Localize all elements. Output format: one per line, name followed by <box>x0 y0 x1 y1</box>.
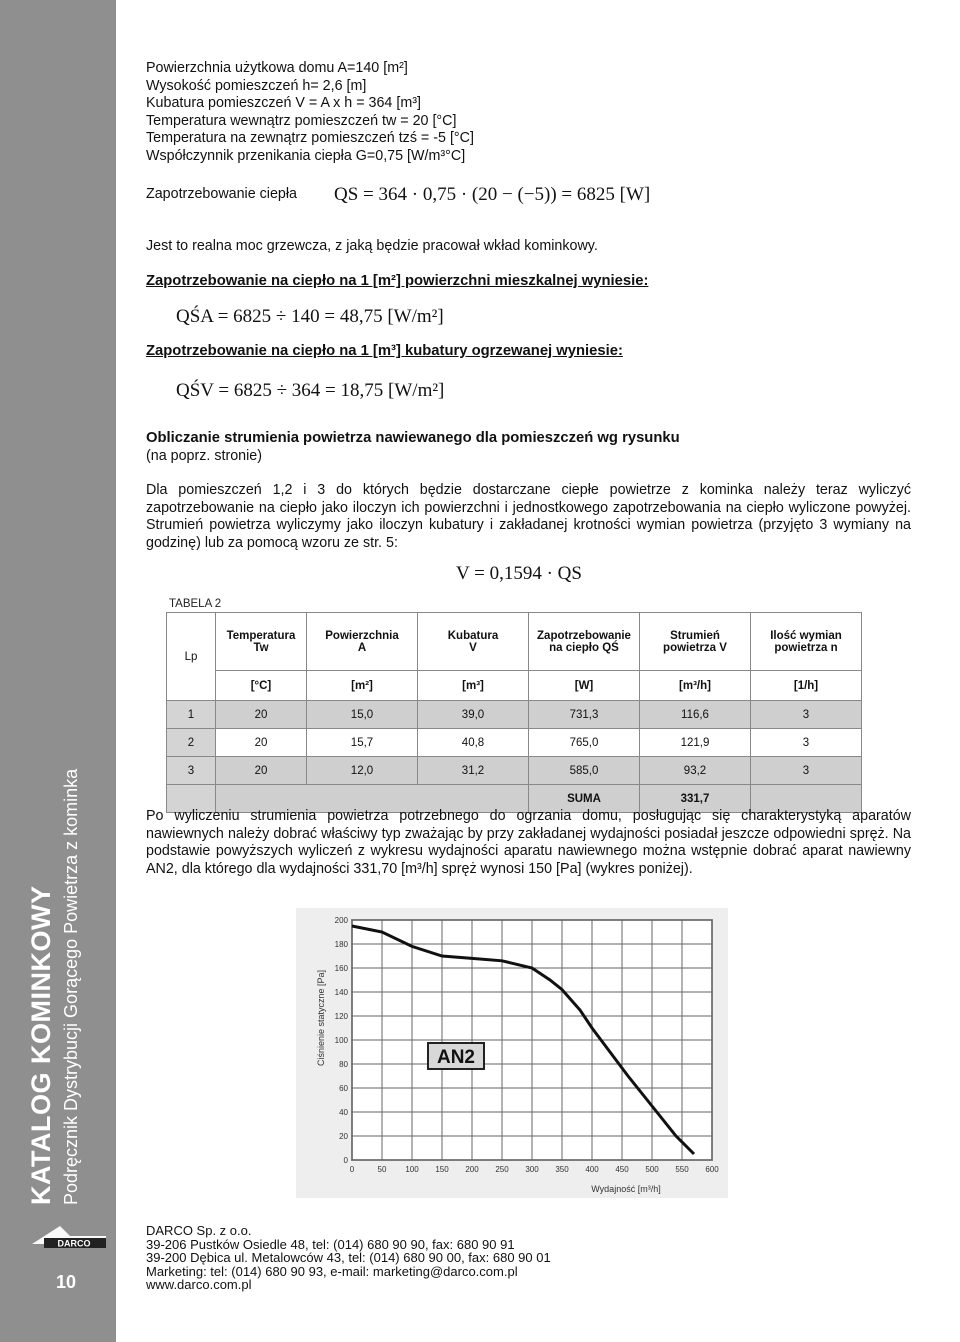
svg-text:DARCO: DARCO <box>57 1238 91 1249</box>
x-tick-label: 600 <box>705 1165 719 1174</box>
x-tick-label: 250 <box>495 1165 509 1174</box>
area-formula: QŚA = 6825 ÷ 140 = 48,75 [W/m²] <box>176 306 444 327</box>
conclusion-paragraph: Po wyliczeniu strumienia powietrza potrzebnego do ogrzania domu, posługując się charakterystyką aparatów nawiewnych należy dobrać właściwy typ zważając by przy zakładanej wydajności posiadał jeszcze odpowiedni spręż. Na podstawie powyższych wyliczeń z wykresu wydajności aparatu nawiewnego można wstępnie dobrać aparat nawiewny AN2, dla którego dla wydajności 331,70 [m³/h] spręż wynosi 150 [Pa] (wykres poniżej). <box>146 808 911 877</box>
footer-marketing: Marketing: tel: (014) 680 90 93, e-mail: marketing@darco.com.pl <box>146 1263 518 1279</box>
header-air-exchanges: Ilość wymian powietrza n <box>751 613 862 671</box>
volume-heading: Zapotrzebowanie na ciepło na 1 [m³] kubatury ogrzewanej wyniesie: <box>146 343 623 359</box>
footer-company: DARCO Sp. z o.o. <box>146 1223 252 1238</box>
x-tick-label: 150 <box>435 1165 449 1174</box>
cell: 40,8 <box>418 729 529 757</box>
footer <box>146 1224 551 1292</box>
darco-logo <box>30 1222 108 1252</box>
header-airflow: Strumień powietrza V <box>640 613 751 671</box>
cell: 3 <box>751 701 862 729</box>
unit-area: [m²] <box>307 671 418 701</box>
x-tick-label: 550 <box>675 1165 689 1174</box>
cell: 15,7 <box>307 729 418 757</box>
y-tick-label: 120 <box>334 1012 348 1021</box>
header-heat-demand: Zapotrzebowanie na ciepło QŚ <box>529 613 640 671</box>
y-tick-label: 80 <box>339 1060 348 1069</box>
cell: 3 <box>751 729 862 757</box>
y-tick-label: 200 <box>334 916 348 925</box>
footer-address-1: 39-206 Pustków Osiedle 48, tel: (014) 680 90 90, fax: 680 90 91 <box>146 1236 515 1252</box>
cell: 39,0 <box>418 701 529 729</box>
performance-chart <box>296 908 728 1198</box>
footer-address-2: 39-200 Dębica ul. Metalowców 43, tel: (014) 680 90 00, fax: 680 90 01 <box>146 1250 551 1265</box>
table-caption: TABELA 2 <box>169 598 222 610</box>
header-volume: Kubatura V <box>418 613 529 671</box>
heat-demand-label: Zapotrzebowanie ciepła <box>146 186 298 202</box>
heat-demand-formula: QS = 364 · 0,75 · (20 − (−5)) = 6825 [W] <box>334 184 651 205</box>
table-row <box>167 729 862 757</box>
header-temperature: Temperatura Tw <box>216 613 307 671</box>
area-heading: Zapotrzebowanie na ciepło na 1 [m²] powierzchni mieszkalnej wyniesie: <box>146 273 649 289</box>
heat-demand-note: Jest to realna moc grzewcza, z jaką będzie pracował wkład kominkowy. <box>146 238 598 254</box>
y-tick-label: 0 <box>343 1156 348 1165</box>
cell: 731,3 <box>529 701 640 729</box>
y-tick-label: 100 <box>334 1036 348 1045</box>
an2-badge <box>428 1043 484 1069</box>
header-lp: Lp <box>167 613 216 701</box>
x-tick-label: 300 <box>525 1165 539 1174</box>
x-tick-label: 100 <box>405 1165 419 1174</box>
y-tick-label: 20 <box>339 1132 348 1141</box>
x-tick-label: 0 <box>349 1165 355 1174</box>
table-row <box>167 757 862 785</box>
cell: 3 <box>751 757 862 785</box>
airflow-formula: V = 0,1594 · QS <box>456 563 582 584</box>
cell: 93,2 <box>640 757 751 785</box>
sum-value: 331,7 <box>640 785 751 813</box>
x-axis-label: Wydajność [m³/h] <box>591 1184 661 1194</box>
y-tick-label: 40 <box>339 1108 348 1117</box>
table-row <box>167 701 862 729</box>
y-tick-label: 60 <box>339 1084 348 1093</box>
x-tick-label: 50 <box>377 1165 387 1174</box>
unit-volume: [m³] <box>418 671 529 701</box>
cell: 3 <box>167 757 216 785</box>
airflow-subheading: (na poprz. stronie) <box>146 448 263 464</box>
x-tick-label: 450 <box>615 1165 629 1174</box>
cell: 2 <box>167 729 216 757</box>
y-axis-label: Ciśnienie statyczne [Pa] <box>316 969 326 1067</box>
svg-text:AN2: AN2 <box>436 1047 476 1068</box>
cell: 585,0 <box>529 757 640 785</box>
unit-temperature: [°C] <box>216 671 307 701</box>
cell: 20 <box>216 757 307 785</box>
intro-block <box>146 60 911 165</box>
volume-formula: QŚV = 6825 ÷ 364 = 18,75 [W/m²] <box>176 380 445 401</box>
intro-line-volume: Kubatura pomieszczeń V = A x h = 364 [m³] <box>146 95 421 111</box>
cell: 765,0 <box>529 729 640 757</box>
cell: 116,6 <box>640 701 751 729</box>
unit-heat: [W] <box>529 671 640 701</box>
sum-label: SUMA <box>529 785 640 813</box>
cell: 1 <box>167 701 216 729</box>
chart-svg <box>296 908 728 1198</box>
intro-line-coefficient: Współczynnik przenikania ciepła G=0,75 [W/m³°C] <box>146 147 466 164</box>
unit-exchanges: [1/h] <box>751 671 862 701</box>
x-tick-label: 200 <box>465 1165 479 1174</box>
x-tick-label: 350 <box>555 1165 569 1174</box>
data-table <box>166 612 862 813</box>
airflow-paragraph: Dla pomieszczeń 1,2 i 3 do których będzie dostarczane ciepłe powietrze z kominka należy teraz wyliczyć zapotrzebowanie na ciepło jako iloczyn ich powierzchni i jednostkowego zapotrzebowania na ciepło wyliczone powyżej. Strumień powietrza wyliczymy jako iloczyn kubatury i zakładanej krotności wymian powietrza (przyjęto 3 wymiany na godzinę) lub za pomocą wzoru ze str. 5: <box>146 482 911 551</box>
intro-line-height: Wysokość pomieszczeń h= 2,6 [m] <box>146 77 367 94</box>
x-tick-label: 500 <box>645 1165 659 1174</box>
y-tick-label: 160 <box>334 964 348 973</box>
cell: 31,2 <box>418 757 529 785</box>
catalog-subtitle: Podręcznik Dystrybucji Gorącego Powietrza z kominka <box>61 768 81 1205</box>
cell: 20 <box>216 729 307 757</box>
sidebar <box>0 0 116 1342</box>
unit-airflow: [m³/h] <box>640 671 751 701</box>
cell: 12,0 <box>307 757 418 785</box>
cell: 15,0 <box>307 701 418 729</box>
catalog-title: KATALOG KOMINKOWY <box>26 885 56 1205</box>
sidebar-vertical-text <box>24 769 84 1205</box>
intro-line-area: Powierzchnia użytkowa domu A=140 [m²] <box>146 60 408 76</box>
intro-line-inside-temp: Temperatura wewnątrz pomieszczeń tw = 20 [°C] <box>146 112 457 129</box>
airflow-heading: Obliczanie strumienia powietrza nawiewanego dla pomieszczeń wg rysunku <box>146 430 680 446</box>
footer-website[interactable]: www.darco.com.pl <box>146 1277 252 1292</box>
intro-line-outside-temp: Temperatura na zewnątrz pomieszczeń tzś = -5 [°C] <box>146 130 474 146</box>
y-tick-label: 140 <box>334 988 348 997</box>
cell: 20 <box>216 701 307 729</box>
y-tick-label: 180 <box>334 940 348 949</box>
x-tick-label: 400 <box>585 1165 599 1174</box>
page-number: 10 <box>56 1272 77 1292</box>
header-area: Powierzchnia A <box>307 613 418 671</box>
cell: 121,9 <box>640 729 751 757</box>
